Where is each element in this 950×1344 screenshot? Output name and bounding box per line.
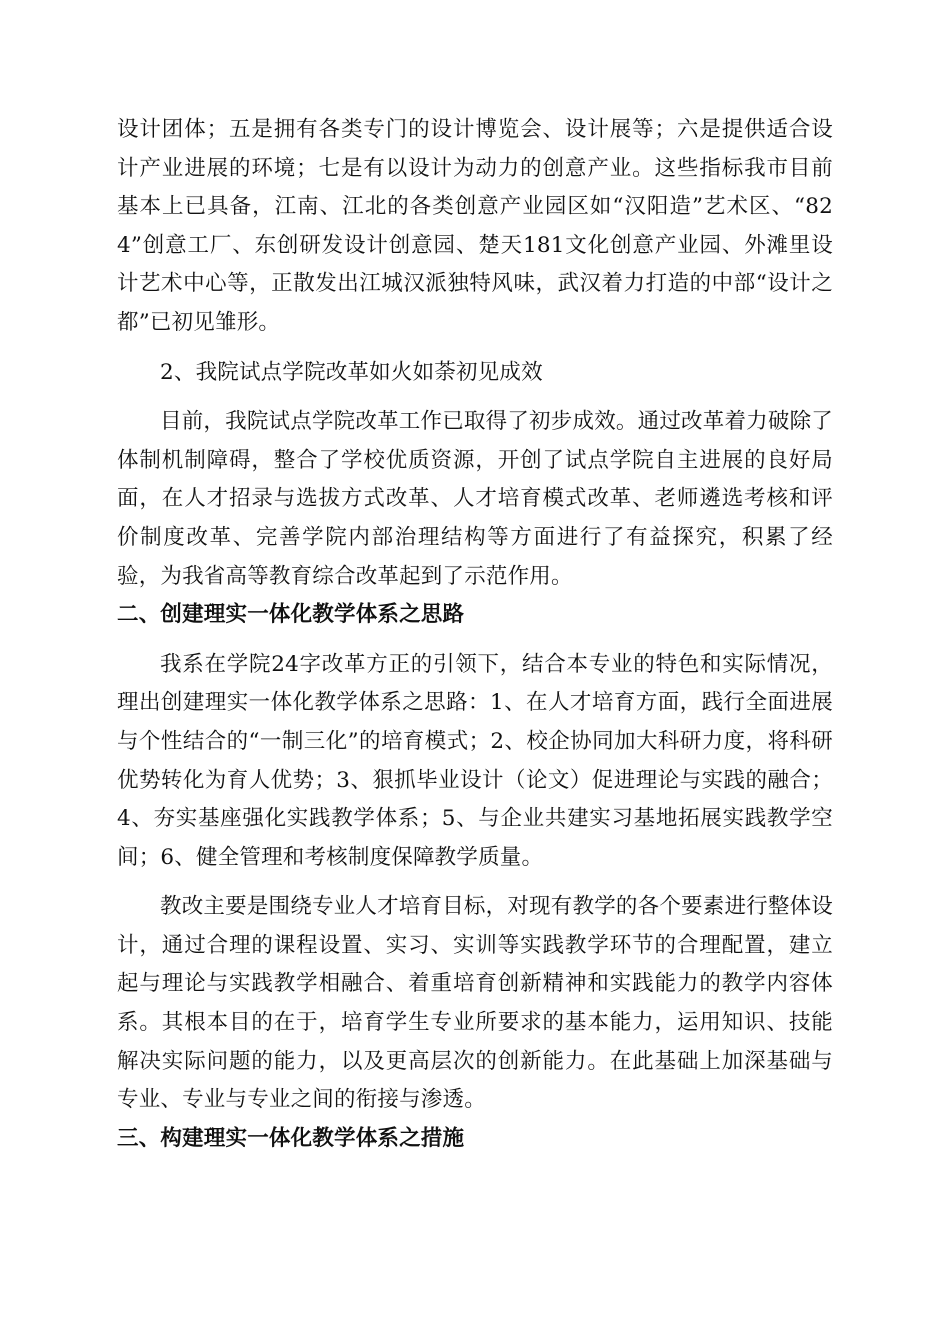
paragraph-reform-results: 目前，我院试点学院改革工作已取得了初步成效。通过改革着力破除了体制机制障碍，整合了学校优质资源，开创了试点学院自主进展的良好局面，在人才招录与选拔方式改革、人才培育模式改革、老师遴选考核和评价制度改革、完善学院内部治理结构等方面进行了有益探究，积累了经验，为我省高等教育综合改革起到了示范作用。 <box>117 409 833 589</box>
subheading-reform-results: 2、我院试点学院改革如火如荼初见成效 <box>160 359 543 385</box>
document-body <box>117 111 833 1158</box>
paragraph-teaching-approach: 我系在学院24字改革方正的引领下，结合本专业的特色和实际情况，理出创建理实一体化教学体系之思路：1、在人才培育方面，践行全面进展与个性结合的“一制三化”的培育模式；2、校企协同加大科研力度，将科研优势转化为育人优势；3、狠抓毕业设计（论文）促进理论与实践的融合；4、夯实基座强化实践教学体系；5、与企业共建实习基地拓展实践教学空间；6、健全管理和考核制度保障教学质量。 <box>117 651 833 870</box>
section-heading-three: 三、构建理实一体化教学体系之措施 <box>117 1125 465 1151</box>
paragraph-design-capital: 设计团体；五是拥有各类专门的设计博览会、设计展等；六是提供适合设计产业进展的环境；七是有以设计为动力的创意产业。这些指标我市目前基本上已具备，江南、江北的各类创意产业园区如“汉阳造”艺术区、“824”创意工厂、东创研发设计创意园、楚天181文化创意产业园、外滩里设计艺术中心等，正散发出江城汉派独特风味，武汉着力打造的中部“设计之都”已初见雏形。 <box>117 117 833 335</box>
section-heading-two: 二、创建理实一体化教学体系之思路 <box>117 602 465 628</box>
paragraph-teaching-reform: 教改主要是围绕专业人才培育目标，对现有教学的各个要素进行整体设计，通过合理的课程设置、实习、实训等实践教学环节的合理配置，建立起与理论与实践教学相融合、着重培育创新精神和实践能力的教学内容体系。其根本目的在于，培育学生专业所要求的基本能力，运用知识、技能解决实际问题的能力，以及更高层次的创新能力。在此基础上加深基础与专业、专业与专业之间的衔接与渗透。 <box>117 894 833 1113</box>
